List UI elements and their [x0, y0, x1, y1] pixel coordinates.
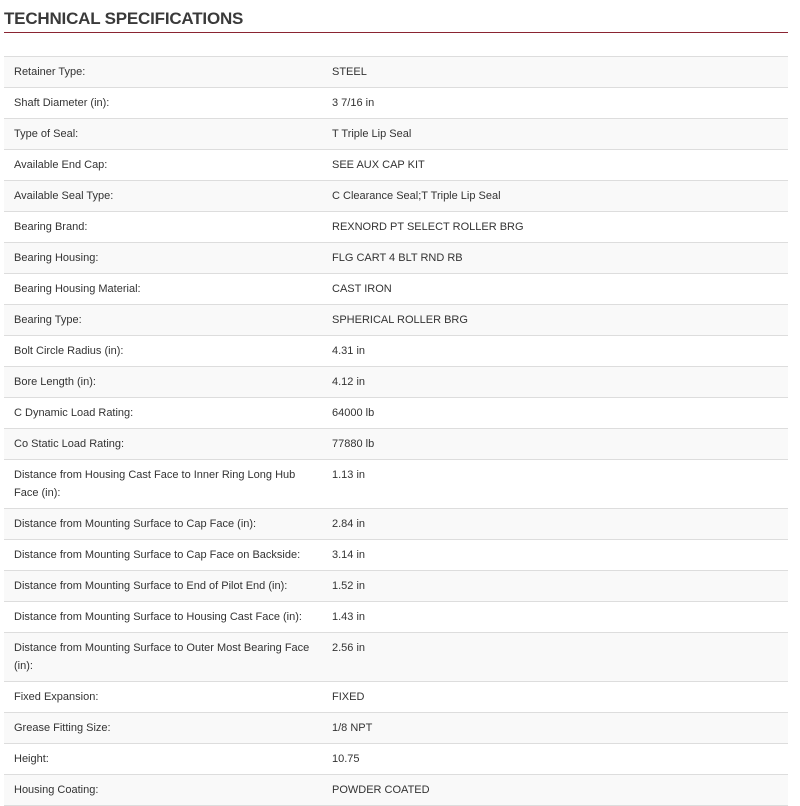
spec-value: 77880 lb: [332, 438, 375, 450]
spec-row: [4, 602, 788, 633]
spec-value: 1/8 NPT: [332, 722, 373, 734]
spec-label: C Dynamic Load Rating:: [14, 407, 134, 419]
spec-label: Height:: [14, 753, 49, 765]
spec-row: [4, 509, 788, 540]
spec-label: Fixed Expansion:: [14, 691, 99, 703]
spec-label: Bearing Brand:: [14, 221, 88, 233]
spec-label: Distance from Housing Cast Face to Inner Ring Long Hub Face (in):: [14, 469, 296, 499]
spec-label: Distance from Mounting Surface to Housing Cast Face (in):: [14, 611, 302, 623]
spec-row: [4, 429, 788, 460]
spec-label: Distance from Mounting Surface to Cap Face (in):: [14, 518, 257, 530]
spec-value: POWDER COATED: [332, 784, 430, 796]
spec-value: 3.14 in: [332, 549, 366, 561]
spec-row: [4, 305, 788, 336]
spec-row: [4, 57, 788, 88]
spec-row: [4, 633, 788, 682]
spec-value: C Clearance Seal;T Triple Lip Seal: [332, 190, 501, 202]
spec-row: [4, 682, 788, 713]
spec-value: REXNORD PT SELECT ROLLER BRG: [332, 221, 524, 233]
spec-value: 10.75: [332, 753, 360, 765]
spec-value: 1.13 in: [332, 469, 366, 481]
spec-row: [4, 119, 788, 150]
spec-value: 1.52 in: [332, 580, 366, 592]
spec-label: Bolt Circle Radius (in):: [14, 345, 124, 357]
spec-label: Type of Seal:: [14, 128, 79, 140]
spec-value: 3 7/16 in: [332, 97, 375, 109]
spec-value: 4.31 in: [332, 345, 366, 357]
spec-row: [4, 571, 788, 602]
spec-row: [4, 150, 788, 181]
spec-table-body: [4, 57, 788, 806]
spec-label: Retainer Type:: [14, 66, 86, 78]
spec-label: Available End Cap:: [14, 159, 108, 171]
spec-row: [4, 274, 788, 305]
spec-value: 2.56 in: [332, 642, 366, 654]
spec-label: Bearing Type:: [14, 314, 82, 326]
spec-row: [4, 540, 788, 571]
spec-row: [4, 460, 788, 509]
spec-label: Grease Fitting Size:: [14, 722, 111, 734]
spec-label: Distance from Mounting Surface to End of Pilot End (in):: [14, 580, 288, 592]
spec-row: [4, 398, 788, 429]
title-divider: [4, 32, 788, 33]
spec-row: [4, 713, 788, 744]
spec-row: [4, 212, 788, 243]
spec-value: SPHERICAL ROLLER BRG: [332, 314, 468, 326]
spec-value: 1.43 in: [332, 611, 366, 623]
section-title: TECHNICAL SPECIFICATIONS: [4, 9, 244, 28]
spec-label: Bore Length (in):: [14, 376, 96, 388]
spec-label: Bearing Housing Material:: [14, 283, 141, 295]
spec-label: Available Seal Type:: [14, 190, 114, 202]
spec-label: Shaft Diameter (in):: [14, 97, 110, 109]
spec-label: Co Static Load Rating:: [14, 438, 125, 450]
spec-value: FIXED: [332, 691, 365, 703]
spec-value: STEEL: [332, 66, 367, 78]
spec-label: Distance from Mounting Surface to Outer Most Bearing Face (in):: [14, 642, 310, 672]
spec-row: [4, 744, 788, 775]
spec-value: 4.12 in: [332, 376, 366, 388]
spec-row: [4, 775, 788, 806]
spec-value: 2.84 in: [332, 518, 366, 530]
spec-value: T Triple Lip Seal: [332, 128, 412, 140]
spec-row: [4, 367, 788, 398]
spec-value: 64000 lb: [332, 407, 375, 419]
spec-row: [4, 181, 788, 212]
spec-label: Distance from Mounting Surface to Cap Face on Backside:: [14, 549, 301, 561]
spec-row: [4, 243, 788, 274]
spec-label: Housing Coating:: [14, 784, 99, 796]
spec-row: [4, 88, 788, 119]
spec-label: Bearing Housing:: [14, 252, 99, 264]
spec-table: [4, 56, 788, 806]
spec-value: SEE AUX CAP KIT: [332, 159, 425, 171]
spec-value: FLG CART 4 BLT RND RB: [332, 252, 463, 264]
spec-row: [4, 336, 788, 367]
spec-value: CAST IRON: [332, 283, 392, 295]
